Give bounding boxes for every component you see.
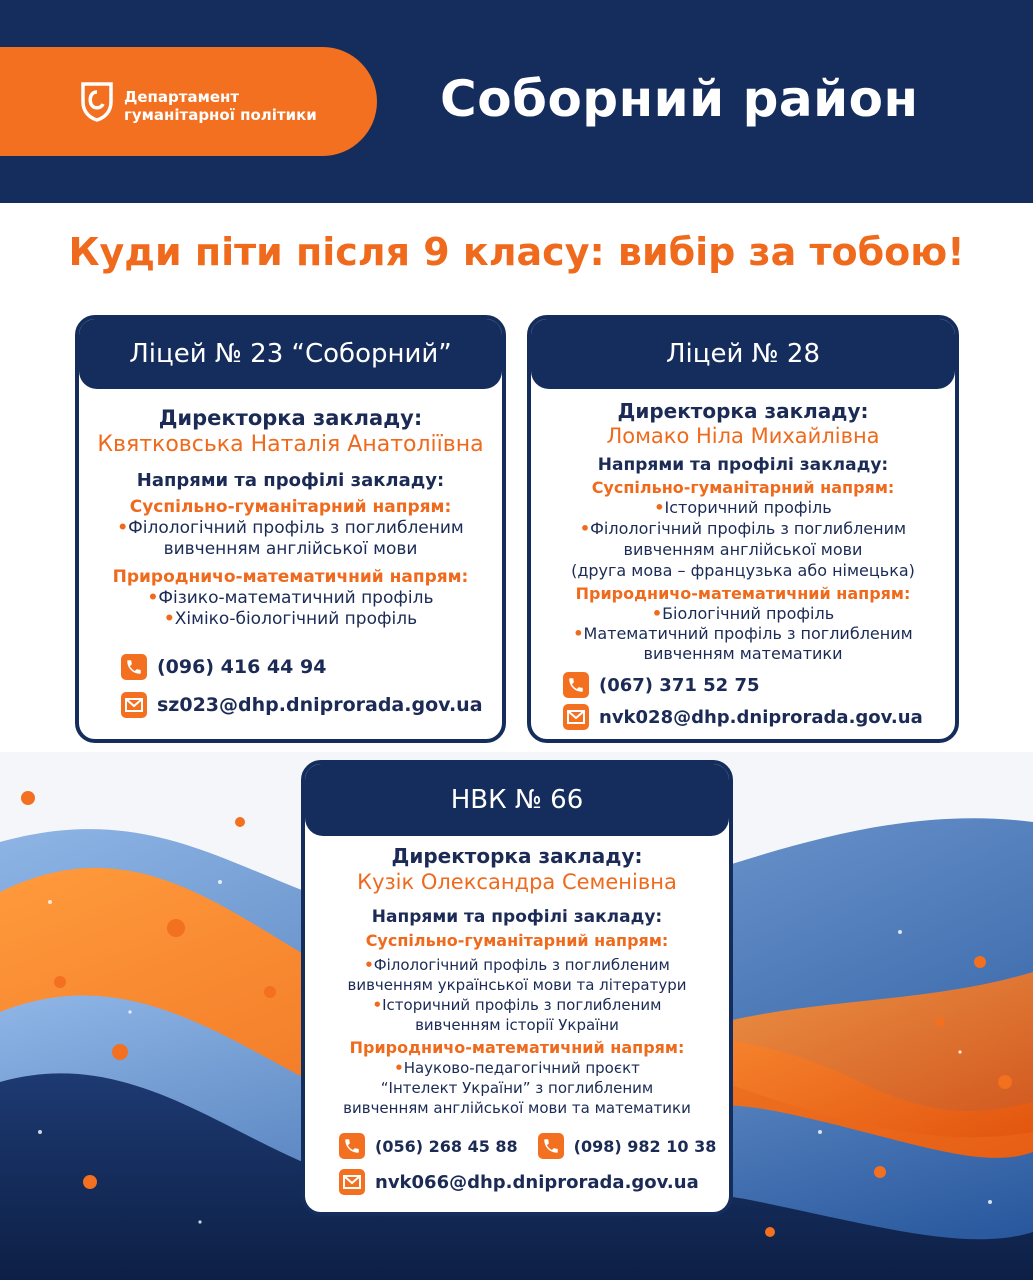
profile-text: Біологічний профіль: [662, 604, 835, 623]
profile-text: вивченням історії України: [415, 1016, 619, 1034]
profile-text: вивченням англійської мови та математики: [343, 1099, 691, 1117]
profile-text: Математичний профіль з поглибленим: [583, 624, 913, 643]
brand-name: [124, 88, 317, 124]
email-contact[interactable]: [339, 1166, 729, 1198]
bullet: •: [651, 604, 663, 623]
profile-text: (друга мова – французька або німецька): [571, 561, 915, 580]
school-card-nvk-66: [301, 760, 733, 1216]
phone-number: (096) 416 44 94: [157, 656, 327, 678]
header-banner: [0, 0, 1033, 203]
director-label: Директорка закладу:: [158, 406, 423, 430]
bullet: •: [394, 1059, 404, 1077]
shield-logo-icon: [80, 80, 114, 122]
director-label: Директорка закладу:: [391, 844, 643, 868]
bullet: •: [654, 498, 665, 517]
phone-number: (056) 268 45 88: [375, 1136, 518, 1156]
email-address: nvk066@dhp.dniprorada.gov.ua: [375, 1171, 699, 1193]
email-contact[interactable]: [563, 702, 955, 732]
profile-text: “Інтелект України” з поглибленим: [380, 1079, 654, 1097]
profile-item: [531, 518, 955, 581]
bullet: •: [364, 956, 374, 974]
profile-item: [531, 604, 955, 624]
card-title: Ліцей № 23 “Соборний”: [79, 319, 502, 389]
profile-text: Науково-педагогічний проєкт: [403, 1059, 640, 1077]
phone-icon: [563, 672, 589, 698]
phone-contact-2[interactable]: [538, 1130, 717, 1162]
profile-text: Філологічний профіль з поглибленим: [373, 956, 670, 974]
director-label: Директорка закладу:: [617, 399, 869, 423]
phone-contact[interactable]: [563, 670, 955, 700]
bullet: •: [117, 518, 129, 538]
director-name: Ломако Ніла Михайлівна: [606, 424, 880, 448]
humanities-direction: Суспільно-гуманітарний напрям:: [129, 497, 452, 517]
district-title: Соборний район: [440, 70, 919, 128]
bullet: •: [573, 624, 584, 643]
bullet: •: [579, 519, 591, 538]
director-name: Квятковська Наталія Анатоліївна: [97, 432, 484, 457]
email-icon: [563, 704, 589, 730]
profile-text: Історичний профіль: [664, 498, 832, 517]
phone-contact[interactable]: [121, 650, 502, 684]
school-card-lyceum-28: [527, 315, 959, 743]
science-direction: Природничо-математичний напрям:: [575, 584, 911, 603]
director-name: Кузік Олександра Семенівна: [357, 870, 677, 894]
phone-number: (067) 371 52 75: [599, 674, 760, 696]
brand-line-1: Департамент: [124, 88, 240, 106]
phone-icon: [121, 654, 147, 680]
profile-text: вивченням української мови та літератури: [347, 976, 687, 994]
email-address: sz023@dhp.dniprorada.gov.ua: [157, 694, 483, 716]
email-icon: [339, 1169, 365, 1195]
humanities-direction: Суспільно-гуманітарний напрям:: [365, 931, 669, 950]
profile-text: Історичний профіль з поглибленим: [382, 996, 662, 1014]
profiles-label: Напрями та профілі закладу:: [136, 470, 445, 491]
school-card-lyceum-23: [75, 315, 506, 743]
brand-line-2: гуманітарної політики: [124, 106, 317, 124]
email-icon: [121, 692, 147, 718]
profile-text: вивченням математики: [643, 644, 843, 663]
profile-text: вивченням англійської мови: [163, 539, 418, 559]
humanities-direction: Суспільно-гуманітарний напрям:: [591, 478, 895, 497]
card-title: НВК № 66: [305, 764, 729, 836]
profile-item: [531, 498, 955, 518]
profile-text: Хіміко-біологічний профіль: [174, 609, 418, 629]
bullet: •: [372, 996, 383, 1014]
profile-text: вивченням англійської мови: [623, 540, 863, 559]
email-address: nvk028@dhp.dniprorada.gov.ua: [599, 706, 923, 728]
profile-item: [79, 518, 502, 560]
phone-icon: [538, 1133, 564, 1159]
profile-text: Фізико-математичний профіль: [158, 588, 434, 608]
science-direction: Природничо-математичний напрям:: [112, 567, 469, 587]
page-headline: Куди піти після 9 класу: вибір за тобою!: [68, 230, 965, 274]
profile-text: Філологічний профіль з поглибленим: [590, 519, 907, 538]
profile-item: [531, 624, 955, 664]
profile-item: [305, 995, 729, 1035]
profile-item: [79, 588, 502, 609]
card-title: Ліцей № 28: [531, 319, 955, 389]
profiles-label: Напрями та профілі закладу:: [371, 907, 663, 927]
profile-item: [305, 1058, 729, 1118]
phone-icon: [339, 1133, 365, 1159]
profile-item: [305, 955, 729, 995]
phone-contact[interactable]: [339, 1130, 518, 1162]
profile-text: Філологічний профіль з поглибленим: [128, 518, 464, 538]
profile-item: [79, 609, 502, 630]
bullet: •: [163, 609, 175, 629]
profiles-label: Напрями та профілі закладу:: [597, 455, 889, 475]
phone-number: (098) 982 10 38: [573, 1136, 717, 1156]
science-direction: Природничо-математичний напрям:: [349, 1038, 685, 1057]
email-contact[interactable]: [121, 688, 502, 722]
bullet: •: [147, 588, 159, 608]
